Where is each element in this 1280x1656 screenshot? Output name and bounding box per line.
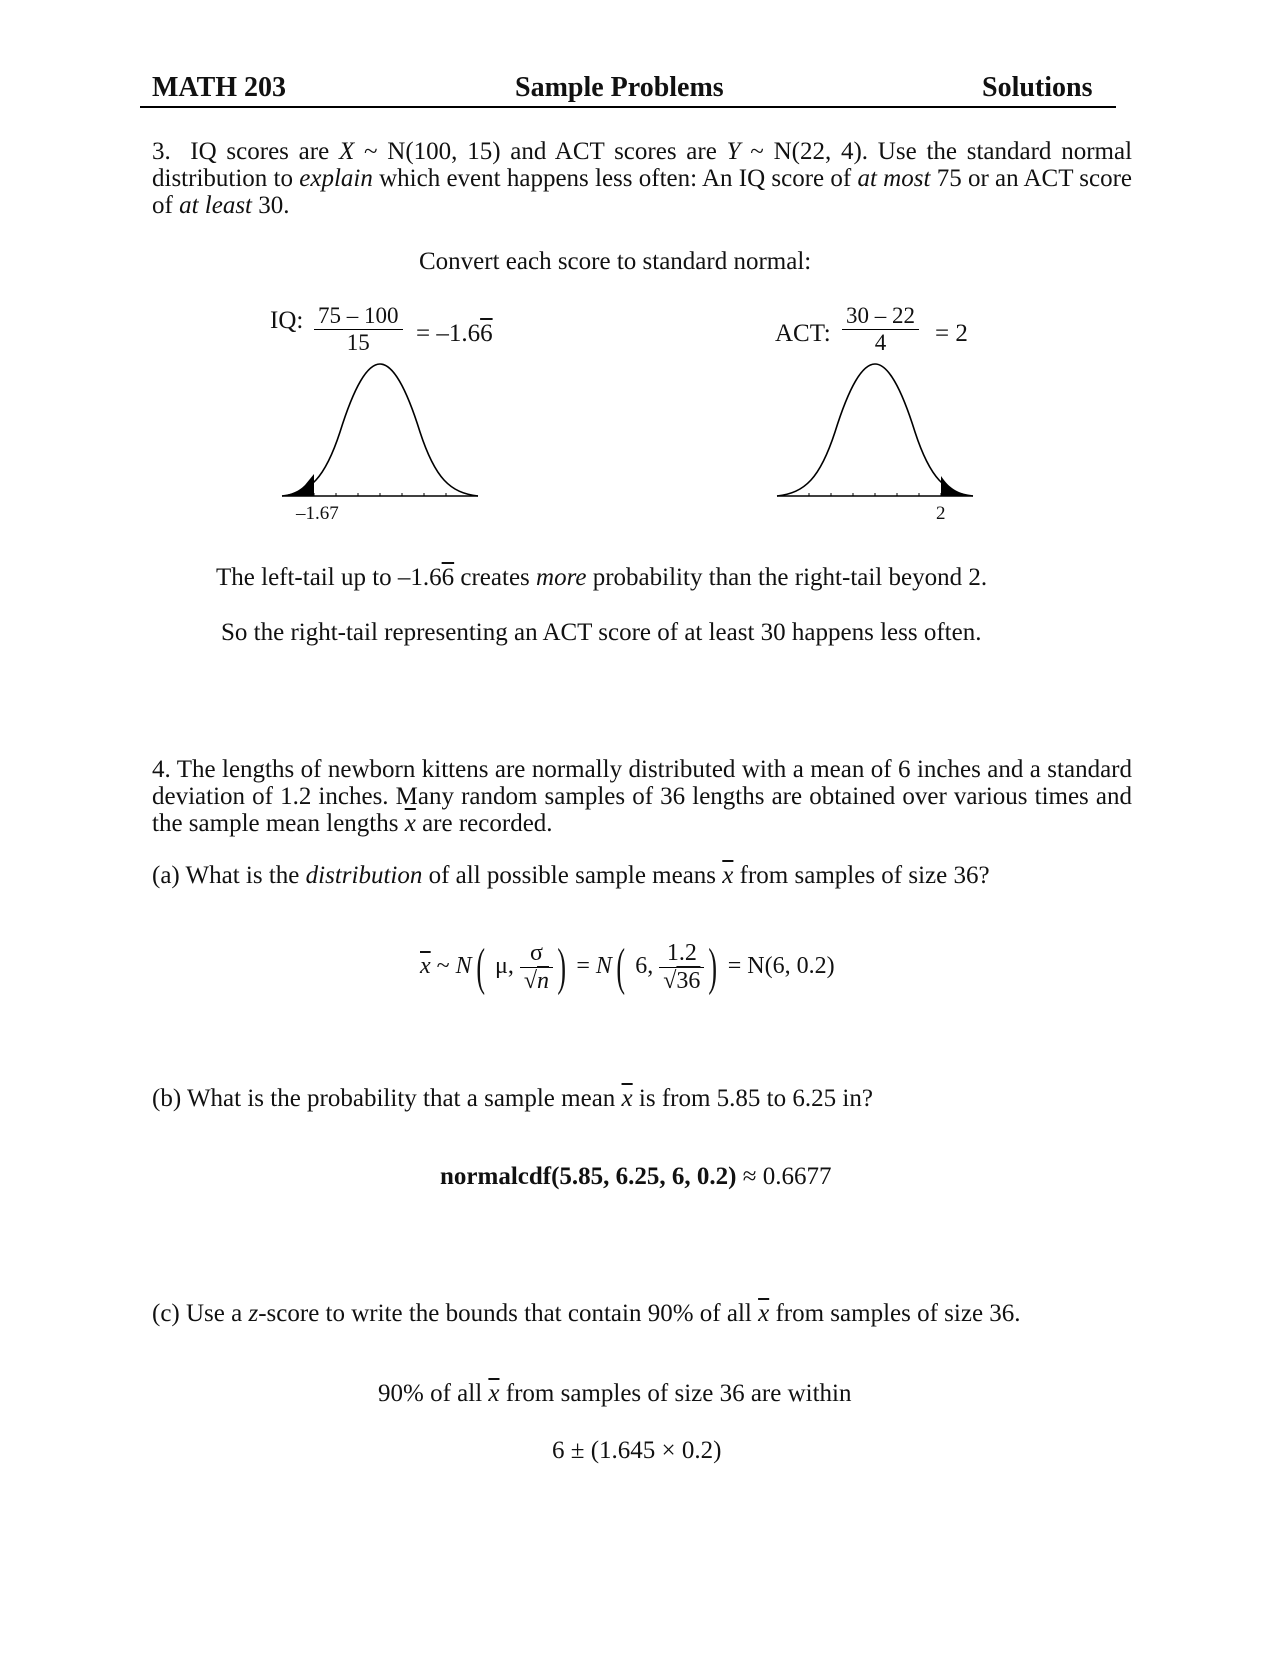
page-title: Sample Problems bbox=[515, 72, 724, 103]
act-zscore: = 2 bbox=[935, 320, 968, 347]
header-rule bbox=[140, 106, 1116, 108]
question-4a: (a) What is the distribution of all possible sample means $\overline{x}$ from samples of size 36? bbox=[152, 862, 990, 889]
iq-bell-curve-line bbox=[282, 364, 478, 496]
act-bell-curve-line bbox=[777, 364, 973, 496]
iq-normal-curve bbox=[270, 360, 490, 520]
iq-tick-label: –1.67 bbox=[296, 503, 339, 524]
course-code: MATH 203 bbox=[152, 72, 287, 103]
act-normal-curve bbox=[765, 360, 985, 520]
iq-zscore: = –1.66 bbox=[416, 320, 493, 347]
problem-4-text: 4. The lengths of newborn kittens are normally distributed with a mean of 6 inches and a standard deviation of 1.2 inches. Many random samples of 36 lengths are obtained over various times and the sample mean lengths $\overline{x}$ are recorded. bbox=[152, 756, 1132, 837]
answer-4c-bounds: 6 ± (1.645 × 0.2) bbox=[552, 1437, 722, 1464]
conclusion-1: The left-tail up to –1.66 creates more probability than the right-tail beyond 2. bbox=[216, 564, 988, 591]
header-right: Solutions bbox=[982, 72, 1093, 103]
question-4c: (c) Use a z-score to write the bounds that contain 90% of all $\overline{x}$ from samples of size 36. bbox=[152, 1300, 1021, 1327]
question-4b: (b) What is the probability that a sample mean $\overline{x}$ is from 5.85 to 6.25 in? bbox=[152, 1085, 873, 1112]
iq-label: IQ: bbox=[270, 307, 304, 334]
convert-instruction: Convert each score to standard normal: bbox=[419, 248, 812, 275]
sampling-distribution-equation: $\overline{x}$ ~ N( μ, $\frac{\sigma}{√n}$ ) = N( 6, $\frac{1.2}{√36}$ ) = N(6, 0.2) bbox=[420, 938, 835, 996]
iq-fraction: $\frac{75 - 100}{15}$ bbox=[314, 303, 403, 356]
normalcdf-answer: normalcdf(5.85, 6.25, 6, 0.2) ≈ 0.6677 bbox=[440, 1163, 832, 1190]
problem-3-text: 3. IQ scores are X ~ N(100, 15) and ACT scores are Y ~ N(22, 4). Use the standard normal distribution to explain which event happens less often: An IQ score of at most 75 or an ACT score of at least 30. bbox=[152, 138, 1133, 219]
act-label: ACT: bbox=[775, 320, 831, 347]
answer-4c-statement: 90% of all $\overline{x}$ from samples of size 36 are within bbox=[378, 1380, 852, 1407]
conclusion-2: So the right-tail representing an ACT score of at least 30 happens less often. bbox=[221, 619, 982, 646]
act-fraction: $\frac{30 - 22}{4}$ bbox=[842, 303, 919, 356]
act-tick-label: 2 bbox=[936, 503, 946, 524]
